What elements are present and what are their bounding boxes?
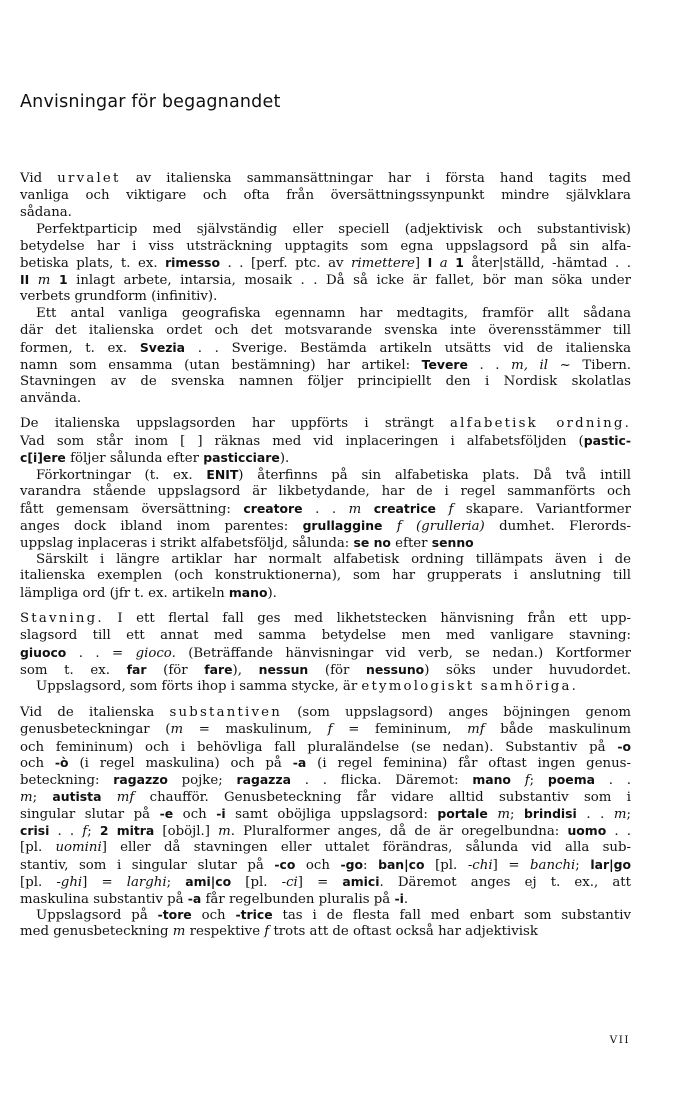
text-run: De italienska uppslagsorden har uppförts i strängt	[20, 416, 451, 432]
text-line	[20, 501, 631, 518]
text-line	[20, 722, 631, 739]
text-run: . Däremot anges ej t. ex., att	[379, 874, 631, 890]
text-run: ;	[509, 807, 525, 823]
text-run: ),	[232, 662, 259, 678]
headword: c[i]ere	[20, 450, 66, 466]
page-number: VII	[609, 1034, 630, 1046]
text-run: = maskulinum,	[183, 721, 328, 737]
headword: lar|go	[590, 856, 631, 872]
italic-term: m	[497, 807, 510, 823]
text-run: anges dock ibland inom parentes:	[20, 518, 303, 534]
text-run	[436, 502, 449, 517]
text-run: genusbeteckningar (	[20, 721, 171, 737]
text-run: och femininum) och i behövliga fall pluraländelse (se nedan). Substantiv på	[20, 739, 618, 755]
headword: amici	[342, 873, 380, 889]
text-run	[101, 790, 116, 805]
text-run: [pl.	[20, 874, 57, 890]
text-run: :	[363, 857, 379, 873]
spaced-term: alfabetisk ordning.	[450, 416, 631, 432]
text-run: får regelbunden pluralis på	[201, 891, 395, 907]
headword: -co	[274, 856, 296, 872]
text-run: lämpliga ord (jfr t. ex. artikeln	[20, 586, 229, 602]
text-line	[20, 789, 631, 806]
headword: -i	[216, 806, 226, 822]
headword: fare	[204, 661, 233, 677]
text-run: uppslag inplaceras i strikt alfabetsföljd, sålunda:	[20, 535, 354, 551]
text-run: både maskulinum	[484, 721, 631, 737]
text-run: (i regel maskulina) och på	[68, 756, 293, 772]
italic-term: m, il	[511, 357, 549, 373]
text-line	[20, 857, 631, 874]
text-run: skapare. Variantformer	[453, 501, 631, 517]
headword: -a	[187, 890, 202, 906]
text-run: I ett flertal fall ges med likhetstecken hänvisning från ett upp-	[103, 611, 631, 627]
headword: far	[126, 661, 147, 677]
headword: poema	[547, 772, 595, 788]
text-run: (Beträffande hänvisningar vid verb, se nedan.) Kortformer	[175, 646, 631, 662]
text-line	[20, 679, 631, 696]
text-run: . .	[606, 823, 631, 839]
text-line	[20, 171, 631, 188]
text-run: [oböjl.]	[154, 823, 219, 839]
text-run: Vid	[20, 171, 58, 186]
headword: uomo	[567, 822, 607, 838]
text-line	[20, 662, 631, 679]
headword: Tevere	[421, 356, 468, 372]
italic-term: m	[348, 501, 362, 517]
text-run: italienska exemplen (och konstruktionerna), som har grupperats i anslutning till	[20, 568, 631, 584]
text-run: Uppslagsord på	[36, 908, 158, 924]
text-run: verbets grundform (infinitiv).	[20, 289, 218, 305]
text-line	[20, 874, 631, 891]
text-run: och	[295, 857, 341, 873]
text-line	[20, 450, 631, 467]
italic-term: larghi	[126, 874, 167, 890]
text-line	[20, 255, 631, 272]
text-line	[20, 924, 631, 941]
text-run: Stavningen av de svenska namnen följer principiellt den i Nordisk skolatlas	[20, 373, 631, 389]
text-run: följer sålunda efter	[65, 451, 204, 467]
headword: se no	[353, 534, 391, 550]
text-line	[20, 755, 631, 772]
text-run: ;	[32, 790, 53, 806]
headword: ami|co	[185, 873, 232, 889]
text-run: (i regel feminina) får oftast ingen genus-	[306, 756, 632, 772]
text-line	[20, 568, 631, 585]
text-run: ;	[166, 874, 186, 890]
italic-term: gioco.	[135, 646, 176, 662]
headword: autista	[52, 789, 102, 805]
text-run: ;	[529, 773, 548, 789]
headword: -o	[617, 738, 631, 754]
text-run: [pl.	[424, 857, 468, 873]
text-line	[20, 188, 631, 205]
italic-term: mf	[116, 790, 135, 806]
text-line	[20, 484, 631, 501]
text-run: dumhet. Flerords-	[484, 518, 631, 534]
headword: 1	[58, 272, 68, 288]
text-run: ] =	[492, 857, 531, 873]
text-run: åter|ställd, -hämtad . .	[463, 256, 632, 272]
text-line	[20, 628, 631, 645]
text-run: av italienska sammansättningar har i första hand tagits med	[120, 171, 631, 186]
text-line	[20, 840, 631, 857]
headword: brindisi	[524, 806, 577, 822]
text-run: chaufför. Genusbeteckning får vidare alltid substantiv som i	[134, 790, 631, 806]
text-line	[20, 323, 631, 340]
text-run: ] =	[297, 874, 343, 890]
headword: creatrice	[373, 500, 436, 516]
text-run: (för	[308, 662, 367, 678]
text-run: . .	[302, 501, 349, 517]
text-line	[20, 907, 631, 924]
headword: -trice	[235, 907, 273, 923]
headword: II	[20, 272, 30, 288]
headword: -go	[340, 856, 364, 872]
text-run: trots att de oftast också har adjektivisk	[269, 924, 538, 940]
headword: senno	[431, 534, 474, 550]
text-run: och	[191, 908, 236, 924]
text-line	[20, 222, 631, 239]
text-line	[20, 823, 631, 840]
text-line	[20, 357, 631, 374]
headword: portale	[437, 806, 488, 822]
italic-term: f	[82, 823, 88, 839]
text-line	[20, 289, 631, 306]
headword: crisi	[20, 822, 50, 838]
headword: giuoco	[20, 645, 67, 661]
text-run	[432, 256, 440, 271]
text-run: betydelse har i viss utsträckning upptagits som egna uppslagsord på sin alfa-	[20, 238, 631, 254]
headword: -ò	[54, 755, 69, 771]
italic-term: f	[448, 501, 454, 517]
text-run: och	[20, 756, 55, 772]
headword: creatore	[243, 500, 303, 516]
text-line	[20, 705, 631, 722]
text-line	[20, 611, 631, 628]
text-run: Särskilt i längre artiklar har normalt alfabetisk ordning tillämpats även i de	[36, 551, 631, 567]
headword: mano	[472, 772, 511, 788]
text-run: sådana.	[20, 204, 72, 220]
headword: -i	[394, 890, 404, 906]
italic-term: m	[37, 273, 51, 289]
text-line	[20, 518, 631, 535]
text-run: som t. ex.	[20, 662, 127, 678]
italic-term: -ghi	[56, 874, 83, 890]
text-run: betiska plats, t. ex.	[20, 256, 166, 272]
italic-term: m	[613, 807, 627, 823]
text-run: (för	[146, 662, 205, 678]
headword: -a	[292, 755, 307, 771]
text-line	[20, 374, 631, 391]
headword: Svezia	[139, 339, 186, 355]
text-run: ;	[626, 807, 631, 823]
text-run: ;	[87, 823, 100, 839]
text-run: . . flicka. Däremot:	[290, 773, 473, 789]
text-run: [pl.	[20, 839, 56, 855]
italic-term: -chi	[467, 857, 493, 873]
text-run: varandra stående uppslagsord är likbetydande, har de i regel sammanförts och	[20, 484, 631, 500]
text-run	[29, 273, 38, 288]
headword: ragazza	[236, 772, 291, 788]
headword: nessun	[258, 661, 309, 677]
body-text	[20, 171, 631, 941]
headword: grullaggine	[302, 517, 383, 533]
text-run: samt oböjliga uppslagsord:	[225, 807, 438, 823]
text-run: och	[173, 807, 217, 823]
italic-term: f (grulleria)	[396, 518, 485, 534]
text-run: ).	[279, 451, 290, 467]
text-line	[20, 585, 631, 602]
text-run	[511, 773, 525, 788]
text-run: . . =	[66, 646, 136, 662]
headword: -e	[159, 806, 174, 822]
text-run: . .	[467, 357, 512, 373]
italic-term: a	[439, 256, 448, 272]
text-run: . Pluralformer anges, då de är oregelbundna:	[230, 823, 568, 839]
text-run: . . Sverige. Bestämda artikeln utsätts vid de italienska	[185, 340, 631, 356]
text-line	[20, 645, 631, 662]
italic-term: mf	[467, 721, 485, 737]
text-line	[20, 239, 631, 256]
italic-term: m	[20, 790, 33, 806]
text-line	[20, 306, 631, 323]
italic-term: m	[218, 823, 231, 839]
italic-term: m	[170, 721, 184, 737]
headword: pastic-	[583, 433, 631, 449]
text-line	[20, 416, 631, 433]
text-run: slagsord till ett annat med samma betydelse men med vanligare stavning:	[20, 628, 631, 644]
text-run: efter	[390, 535, 432, 551]
text-run: ) återfinns på sin alfabetiska plats. Då två intill	[238, 468, 631, 484]
text-run: respektive	[185, 924, 265, 940]
text-run: Förkortningar (t. ex.	[36, 468, 207, 484]
text-run: ).	[267, 586, 277, 602]
headword: ragazzo	[113, 772, 168, 788]
text-run: ~ Tibern.	[548, 357, 632, 373]
text-run: ]	[414, 256, 428, 272]
italic-term: f	[264, 924, 270, 940]
text-run: namn som ensamma (utan bestämning) har artikel:	[20, 357, 422, 373]
text-run: fått gemensam översättning:	[20, 501, 244, 517]
text-run: med genusbeteckning	[20, 924, 173, 940]
text-line	[20, 739, 631, 756]
text-line	[20, 272, 631, 289]
text-run: Uppslagsord, som förts ihop i samma stycke, är	[36, 678, 362, 694]
headword: ban|co	[378, 856, 425, 872]
text-run: = femininum,	[332, 721, 468, 737]
headword: rimesso	[165, 255, 220, 271]
italic-term: f	[327, 721, 333, 737]
spaced-term: substantiven	[169, 704, 282, 720]
text-run: ) söks under huvudordet.	[424, 662, 631, 678]
text-line	[20, 391, 631, 408]
text-run: använda.	[20, 390, 82, 406]
text-run: Vad som står inom [ ] räknas med vid inplaceringen i alfabetsföljden (	[20, 434, 584, 450]
headword: pasticciare	[203, 450, 280, 466]
text-line	[20, 891, 631, 908]
text-run: singular slutar på	[20, 807, 160, 823]
text-run: stantiv, som i singular slutar på	[20, 857, 275, 873]
text-run: . .	[594, 773, 631, 789]
text-run: där det italienska ordet och det motsvarande svenska inte överensstämmer till	[20, 323, 631, 339]
page-heading: Anvisningar för begagnandet	[20, 92, 281, 112]
italic-term: uomini	[55, 839, 102, 855]
text-run: ] =	[82, 874, 127, 890]
text-run	[382, 519, 396, 534]
italic-term: banchi	[530, 857, 576, 873]
text-run: vanliga och viktigare och ofta från översättningssynpunkt mindre självklara	[20, 187, 631, 203]
headword: ENIT	[206, 467, 239, 483]
text-line	[20, 467, 631, 484]
headword: 2 mitra	[99, 822, 155, 838]
text-run	[488, 807, 498, 822]
text-run	[50, 273, 59, 288]
text-line	[20, 772, 631, 789]
text-run: [pl.	[231, 874, 282, 890]
italic-term: rimettere	[351, 256, 415, 272]
spaced-term: Stavning.	[20, 611, 104, 627]
spaced-term: etymologiskt samhöriga.	[361, 678, 579, 694]
italic-term: f	[524, 773, 530, 789]
italic-term: -ci	[281, 874, 298, 890]
text-run: formen, t. ex.	[20, 340, 140, 356]
text-run: inlagt arbete, intarsia, mosaik . . Då så icke är fallet, bör man söka under	[67, 273, 632, 289]
text-run: . .	[49, 823, 83, 839]
text-line	[20, 535, 631, 552]
text-run: ] eller då stavningen eller uttalet förändras, sålunda vid alla sub-	[101, 839, 632, 855]
text-run: Perfektparticip med självständig eller speciell (adjektivisk och substantivisk)	[36, 221, 631, 237]
headword: 1	[455, 255, 464, 271]
text-run: . . [perf. ptc. av	[220, 256, 352, 272]
text-run: Ett antal vanliga geografiska egennamn har medtagits, framför allt sådana	[36, 306, 631, 322]
headword: mano	[228, 585, 268, 601]
text-run: . .	[576, 807, 614, 823]
text-run: (som uppslagsord) anges böjningen genom	[282, 704, 632, 720]
text-run: .	[403, 891, 409, 907]
text-line	[20, 552, 631, 569]
spaced-term: urvalet	[57, 171, 121, 186]
text-run: beteckning:	[20, 773, 114, 789]
text-run: Vid de italienska	[20, 704, 170, 720]
headword: nessuno	[366, 661, 425, 677]
text-run	[361, 502, 374, 517]
headword: I	[427, 255, 433, 271]
text-run: tas i de flesta fall med enbart som substantiv	[272, 908, 631, 924]
headword: -tore	[157, 907, 192, 923]
text-line	[20, 205, 631, 222]
text-line	[20, 806, 631, 823]
text-run: maskulina substantiv på	[20, 891, 188, 907]
text-line	[20, 340, 631, 357]
text-line	[20, 433, 631, 450]
text-run: ;	[575, 857, 591, 873]
italic-term: m	[172, 924, 186, 940]
text-run: pojke;	[167, 773, 237, 789]
